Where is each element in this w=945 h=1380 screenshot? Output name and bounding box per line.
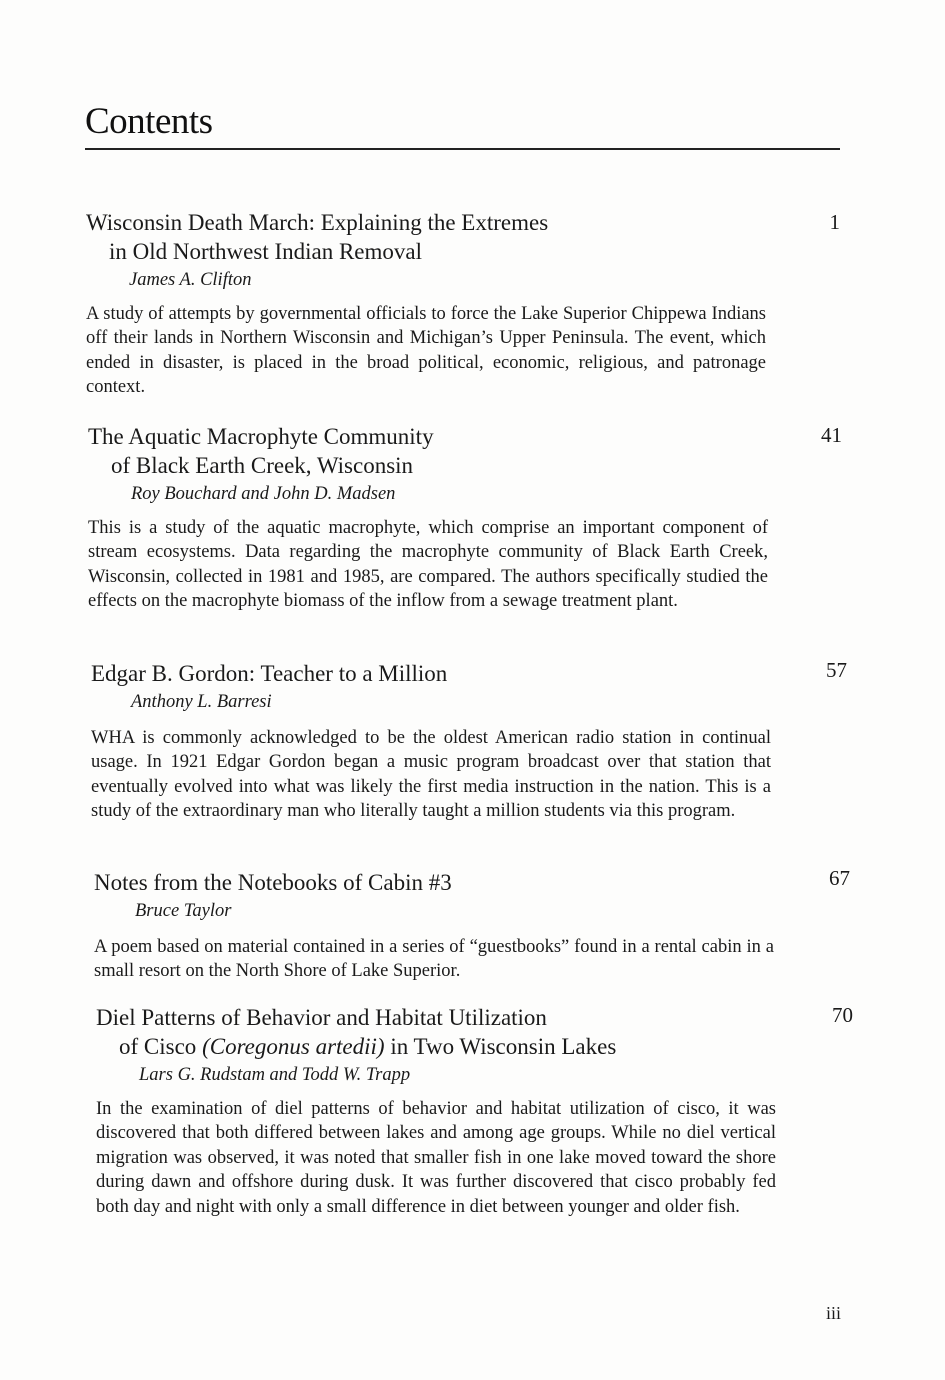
entry-summary: A study of attempts by governmental officials to force the Lake Superior Chippewa Indians off their lands in Northern Wisconsin and Michigan’s Upper Peninsula. The event, which ended in disaster, is placed in the broad political, economic, religious, and patronage context. [86, 304, 766, 398]
entry-title-line1: The Aquatic Macrophyte Community [88, 424, 434, 449]
entry-title[interactable] [88, 422, 848, 480]
toc-entry [86, 208, 846, 400]
entry-page-number[interactable]: 67 [829, 866, 850, 890]
entry-page-number[interactable]: 57 [826, 658, 847, 682]
entry-page-number[interactable]: 41 [821, 423, 842, 447]
entry-page-number[interactable]: 70 [832, 1003, 853, 1027]
toc-entry [96, 1003, 856, 1219]
entry-author: Anthony L. Barresi [131, 692, 272, 712]
species-name: (Coregonus artedii) [202, 1034, 385, 1059]
page-title: Contents [85, 101, 213, 142]
entry-title-line2: in Old Northwest Indian Removal [109, 239, 423, 264]
toc-entry [94, 868, 854, 984]
entry-title[interactable] [94, 868, 854, 897]
entry-summary: This is a study of the aquatic macrophyte, which comprise an important component of stream ecosystems. Data regarding the macrophyte community of Black Earth Creek, Wisconsin, collected in 1981 and 1985, are compared. The authors specifically studied the effects on the macrophyte biomass of the inflow from a sewage treatment plant. [88, 518, 768, 612]
entry-title-line2: of Black Earth Creek, Wisconsin [111, 453, 414, 478]
entry-summary: WHA is commonly acknowledged to be the oldest American radio station in continual usage. In 1921 Edgar Gordon began a music program broadcast over that station that eventually evolved into what was likely the first media instruction in the nation. This is a study of the extraordinary man who literally taught a million students via this program. [91, 728, 771, 822]
entry-title-line1: Edgar B. Gordon: Teacher to a Million [91, 661, 448, 686]
entry-summary: In the examination of diel patterns of behavior and habitat utilization of cisco, it was discovered that both differed between lakes and among age groups. While no diel vertical migration was observed, it was noted that smaller fish in one lake moved toward the shore during dawn and offshore during dusk. It was further discovered that cisco probably fed both day and night with only a small difference in diet between younger and older fish. [96, 1099, 776, 1217]
entry-title-line1: Wisconsin Death March: Explaining the Extremes [86, 210, 549, 235]
folio-page-number: iii [826, 1303, 842, 1323]
entry-title-line1: Notes from the Notebooks of Cabin #3 [94, 870, 452, 895]
toc-entry [88, 422, 848, 614]
entry-author: Lars G. Rudstam and Todd W. Trapp [139, 1065, 411, 1085]
toc-entry [91, 659, 851, 824]
entry-author: Bruce Taylor [135, 901, 232, 921]
entry-author: Roy Bouchard and John D. Madsen [131, 484, 396, 504]
heading-rule [85, 148, 840, 150]
entry-summary: A poem based on material contained in a series of “guestbooks” found in a rental cabin in a small resort on the North Shore of Lake Superior. [94, 937, 774, 982]
entry-author: James A. Clifton [129, 270, 252, 290]
entry-title[interactable] [91, 659, 851, 688]
entry-title-line2: of Cisco (Coregonus artedii) in Two Wisconsin Lakes [119, 1034, 617, 1059]
entry-page-number[interactable]: 1 [829, 210, 840, 234]
entry-title[interactable] [96, 1003, 856, 1061]
entry-title-line1: Diel Patterns of Behavior and Habitat Utilization [96, 1005, 547, 1030]
entry-title[interactable] [86, 208, 846, 266]
